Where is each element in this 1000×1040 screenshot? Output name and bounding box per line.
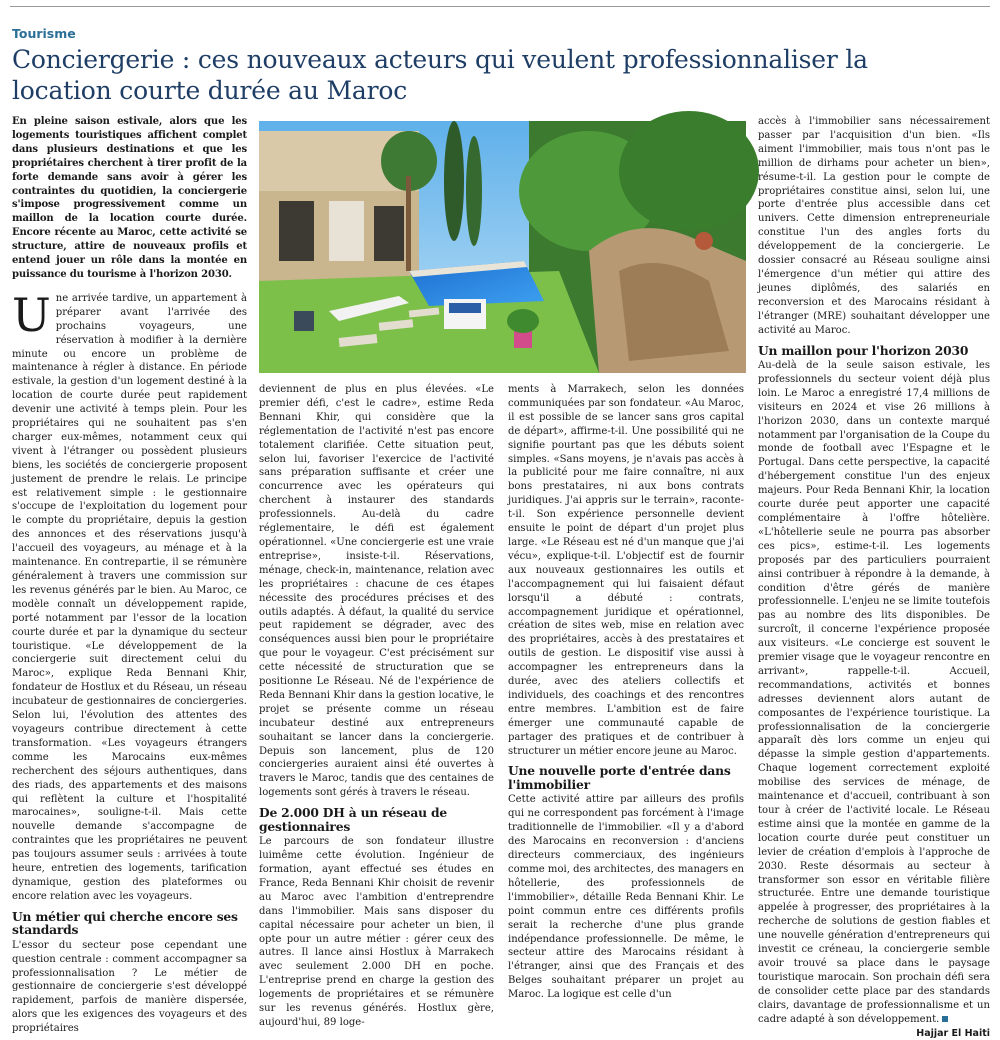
body-paragraph-2: L'essor du secteur pose cependant une question centrale : comment accompagner sa professionnalisation ? Le métier de gestionnaire de conciergerie s'est développé rapidement, parfois de manière dispersée, alors que les exigences des voyageurs et des propriétaires	[12, 939, 247, 1036]
photo-illustration	[259, 121, 746, 373]
author-byline: Hajjar El Haiti	[758, 1027, 990, 1040]
article-headline: Conciergerie : ces nouveaux acteurs qui veulent professionnaliser la location courte durée au Maroc	[12, 44, 972, 106]
pool-garden-photo	[259, 121, 746, 373]
article-lede: En pleine saison estivale, alors que les logements touristiques affichent complet dans plusieurs destinations et que les propriétaires cherchent à tirer profit de la forte demande sans avoir à gérer les contraintes du quotidien, la conciergerie s'impose progressivement comme un maillon de la location courte durée. Encore récente au Maroc, cette activité se structure, attire de nouveaux profils et entend jouer un rôle dans la montée en puissance du tourisme à l'horizon 2030.	[12, 115, 247, 282]
body-paragraph-7: accès à l'immobilier sans nécessairement passer par l'acquisition d'un bien. «Ils aiment l'immobilier, mais tous n'ont pas le million de dirhams pour acheter un bien», résume-t-il. La gestion pour le compte de propriétaires constitue ainsi, selon lui, une porte d'entrée plus accessible dans cet univers. Cette dimension entrepreneuriale constitue l'un des angles forts du développement de la conciergerie. Le dossier consacré au Réseau souligne ainsi l'émergence d'un métier qui attire des jeunes diplômés, des salariés en reconversion et des Marocains résidant à l'étranger (MRE) souhaitant développer une activité au Maroc.	[758, 115, 990, 338]
column-4	[758, 115, 990, 1000]
body-paragraph-5: ments à Marrakech, selon les données communiquées par son fondateur. «Au Maroc, il est possible de se lancer sans gros capital de départ», affirme-t-il. Une possibilité qui ne signifie pourtant pas que les débuts soient simples. «Sans moyens, je n'avais pas accès à la publicité pour me faire connaître, ni aux bons prestataires, ni aux bons contrats juridiques. J'ai appris sur le terrain», raconte-t-il. Son expérience personnelle devient ensuite le point de départ d'un projet plus large. «Le Réseau est né d'un manque que j'ai vécu», explique-t-il. L'objectif est de fournir aux nouveaux gestionnaires les outils et l'accompagnement qui lui faisaient défaut lorsqu'il a débuté : contrats, accompagnement juridique et opérationnel, création de sites web, mise en relation avec des propriétaires, accès à des prestataires et outils de gestion. Le dispositif vise aussi à accompagner les entrepreneurs dans la durée, avec des ateliers collectifs et individuels, des coachings et des rencontres entre membres. L'ambition est de faire émerger une communauté capable de partager des pratiques et de contribuer à structurer un métier encore jeune au Maroc.	[508, 383, 744, 758]
body-paragraph-4: Le parcours de son fondateur illustre luimême cette évolution. Ingénieur de formation, ayant effectué ses études en France, Reda Bennani Khir choisit de revenir au Maroc avec l'ambition d'entreprendre dans l'immobilier. Mais sans disposer du capital nécessaire pour acheter un bien, il opte pour un autre métier : gérer ceux des autres. Il lance ainsi Hostlux à Marrakech avec seulement 2.000 DH en poche. L'entreprise prend en charge la gestion des logements de propriétaires et se rémunère sur les revenus générés. Hostlux gère, aujourd'hui, 89 loge-	[259, 835, 494, 1030]
column-3	[508, 383, 744, 1000]
column-2	[259, 383, 494, 1000]
body-paragraph-6: Cette activité attire par ailleurs des profils qui ne correspondent pas forcément à l'image traditionnelle de l'immobilier. «Il y a d'abord des Marocains en reconversion : d'anciens directeurs commerciaux, des ingénieurs comme moi, des architectes, des managers en hôtellerie, des professionnels de l'immobilier», détaille Reda Bennani Khir. Le point commun entre ces différents profils serait la recherche d'une plus grande indépendance professionnelle. De même, le secteur attire des Marocains résidant à l'étranger, ainsi que des Français et des Belges souhaitant préparer un projet au Maroc. La logique est celle d'un	[508, 793, 744, 1002]
subhead-2000dh: De 2.000 DH à un réseau de gestionnaires	[259, 806, 494, 833]
body-paragraph-8	[758, 359, 990, 1027]
top-rule	[10, 6, 990, 7]
body-paragraph-3: deviennent de plus en plus élevées. «Le premier défi, c'est le cadre», estime Reda Bennani Khir, qui considère que la réglementation de l'activité n'est pas encore totalement clarifiée. Cette situation peut, selon lui, favoriser l'exercice de l'activité sans préparation suffisante et créer une concurrence avec les opérateurs qui cherchent à instaurer des standards professionnels. Au-delà du cadre réglementaire, le défi est également opérationnel. «Une conciergerie est une vraie entreprise», insiste-t-il. Réservations, ménage, check-in, maintenance, relation avec les propriétaires : chacune de ces étapes nécessite des procédures précises et des outils adaptés. À défaut, la qualité du service peut rapidement se dégrader, avec des conséquences aussi bien pour le propriétaire que pour le voyageur. C'est précisément sur cette nécessité de structuration que se positionne Le Réseau. Né de l'expérience de Reda Bennani Khir dans la gestion locative, le projet se présente comme un réseau incubateur destiné aux entrepreneurs souhaitant se lancer dans la conciergerie. Depuis son lancement, plus de 120 conciergeries auraient ainsi été ouvertes à travers le Maroc, tandis que des centaines de logements sont gérés à travers le réseau.	[259, 383, 494, 800]
drop-cap: U	[12, 294, 56, 334]
column-1	[12, 115, 247, 1000]
section-rubric: Tourisme	[12, 26, 76, 41]
subhead-immobilier: Une nouvelle porte d'entrée dans l'immobilier	[508, 764, 744, 791]
body-text-1: ne arrivée tardive, un appartement à préparer avant l'arrivée des prochains voyageurs, une réservation à modifier à la dernière minute ou encore un problème de maintenance à régler à distance. En période estivale, la gestion d'un logement destiné à la location de courte durée peut rapidement devenir une activité à temps plein. Pour les propriétaires qui ne souhaitent pas s'en charger eux-mêmes, notamment ceux qui vivent à l'étranger ou possèdent plusieurs biens, les sociétés de conciergerie proposent justement de prendre le relais. Le principe est relativement simple : le gestionnaire s'occupe de l'exploitation du logement pour le compte du propriétaire, depuis la gestion des annonces et des réservations jusqu'à l'accueil des voyageurs, au ménage et à la maintenance. En contrepartie, il se rémunère généralement à travers une commission sur les revenus générés par le bien. Au Maroc, ce modèle connaît un développement rapide, porté notamment par l'essor de la location courte durée et par la dynamique du secteur touristique. «Le développement de la conciergerie suit directement celui du Maroc», explique Reda Bennani Khir, fondateur de Hostlux et du Réseau, un réseau incubateur de gestionnaires de conciergeries. Selon lui, l'évolution des attentes des voyageurs contribue directement à cette transformation. «Les voyageurs étrangers comme les Marocains eux-mêmes recherchent des séjours authentiques, dans des riads, des appartements et des maisons qui reflètent la culture et l'hospitalité marocaines», souligne-t-il. Mais cette nouvelle demande s'accompagne de contraintes que les propriétaires ne peuvent pas toujours assumer seuls : arrivées à toute heure, entretien des logements, tarification dynamique, gestion des plateformes ou encore relation avec les voyageurs.	[12, 293, 247, 902]
body-text-8: Au-delà de la seule saison estivale, les professionnels du secteur voient déjà plus loin. Le Maroc a enregistré 17,4 millions de visiteurs en 2024 et vise 26 millions à l'horizon 2030, dans un contexte marqué notamment par l'organisation de la Coupe du monde de football avec l'Espagne et le Portugal. Dans cette perspective, la capacité d'hébergement constitue l'un des enjeux majeurs. Pour Reda Bennani Khir, la location courte durée peut apporter une capacité complémentaire à l'offre hôtelière. «L'hôtellerie seule ne pourra pas absorber ces pics», estime-t-il. Les logements proposés par des particuliers pourraient ainsi contribuer à répondre à la demande, à condition d'être gérés de manière professionnelle. L'enjeu ne se limite toutefois pas au nombre des lits disponibles. De surcroît, il concerne l'expérience proposée aux visiteurs. «Le concierge est souvent le premier visage que le voyageur rencontre en arrivant», rappelle-t-il. Accueil, recommandations, activités et bonnes adresses deviennent alors autant de composantes de l'expérience touristique. La professionnalisation de la conciergerie apparaît dès lors comme un enjeu qui dépasse la simple gestion d'appartements. Chaque logement correctement exploité mobilise des services de ménage, de maintenance et d'accueil, contribuant à son tour à créer de l'activité locale. Le Réseau estime ainsi que la montée en gamme de la location courte durée peut constituer un levier de création d'emplois à l'approche de 2030. Reste désormais au secteur à transformer son essor en véritable filière structurée. Entre une demande touristique appelée à progresser, des propriétaires à la recherche de solutions de gestion fiables et une nouvelle génération d'entrepreneurs qui investit ce créneau, la conciergerie semble avoir trouvé sa place dans le paysage touristique marocain. Son prochain défi sera de consolider cette place par des standards clairs, davantage de professionnalisme et un cadre adapté à son développement.	[758, 360, 990, 1025]
end-mark-icon	[942, 1016, 948, 1022]
subhead-standards: Un métier qui cherche encore ses standards	[12, 910, 247, 937]
subhead-horizon-2030: Un maillon pour l'horizon 2030	[758, 344, 990, 358]
body-paragraph-1	[12, 292, 247, 904]
